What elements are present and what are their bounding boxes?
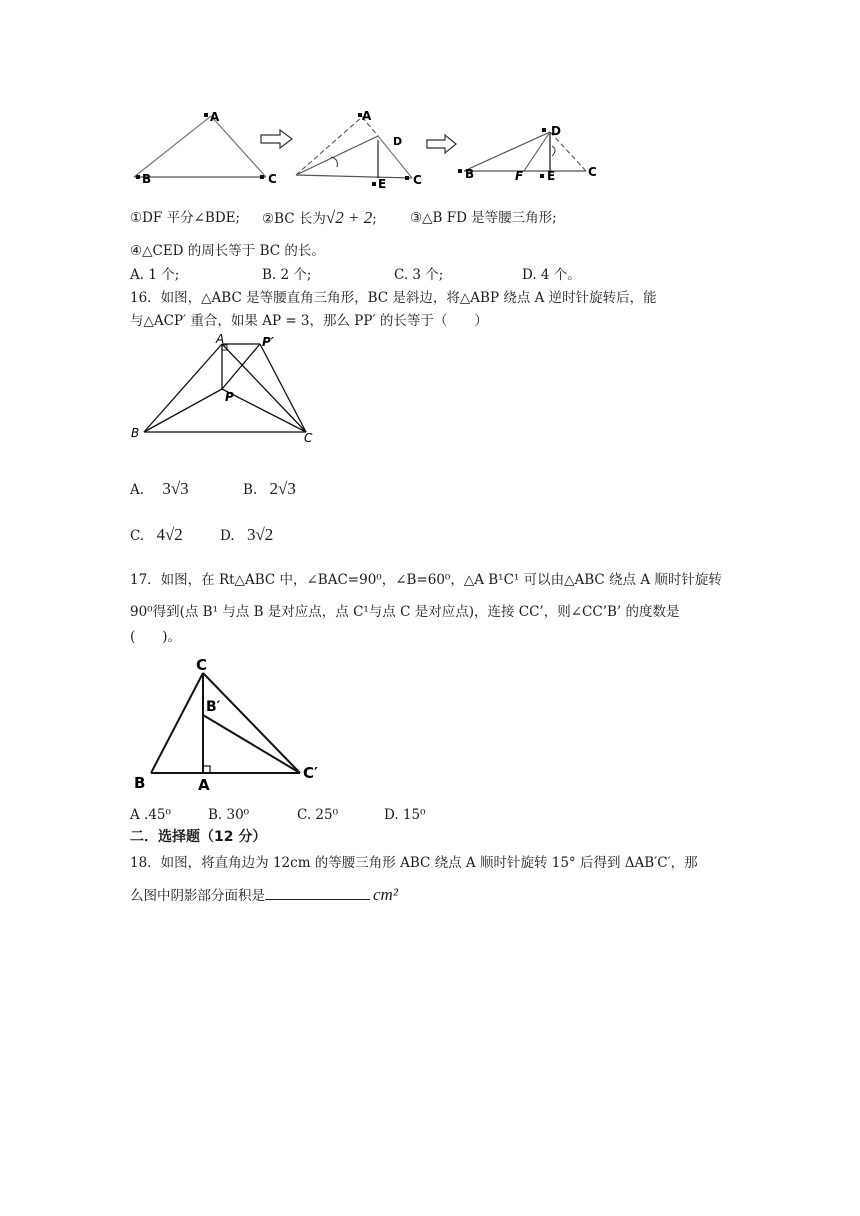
q15-fig3-label-c: C — [588, 165, 597, 179]
q15-option-b: B. 2 个; — [262, 267, 312, 283]
q16-option-b-value: 2√3 — [269, 479, 296, 498]
q15-fig2-label-e: E — [378, 177, 387, 191]
q15-statement-2 — [262, 209, 377, 228]
q17-option-d: D. 15⁰ — [384, 807, 426, 823]
q15-fig3-label-d: D — [551, 124, 561, 138]
q17-label-c-prime: C′ — [303, 764, 318, 782]
q16-stem-line1: 16．如图，△ABC 是等腰直角三角形，BC 是斜边，将△ABP 绕点 A 逆时针旋转后，能 — [130, 290, 657, 306]
q15-triangle-folded — [296, 109, 422, 191]
q15-option-c: C. 3 个; — [394, 267, 444, 283]
q16-stem-line2: 与△ACP′ 重合，如果 AP = 3，那么 PP′ 的长等于（ ） — [130, 313, 488, 329]
q17-stem-line1: 17．如图，在 Rt△ABC 中，∠BAC=90⁰，∠B=60⁰，△A B¹C¹ 可以由△ABC 绕点 A 顺时针旋转 — [130, 572, 722, 588]
q17-option-a: A .45⁰ — [130, 807, 171, 823]
q16-option-c — [130, 526, 183, 545]
q16-option-b-letter: B. — [243, 482, 258, 498]
q16-option-b — [243, 480, 296, 499]
q15-triangle-final — [458, 124, 597, 183]
q18-unit: cm² — [373, 885, 398, 904]
q16-option-d — [220, 526, 273, 545]
q17-option-c: C. 25⁰ — [297, 807, 339, 823]
q15-triangle-original — [134, 110, 277, 186]
q15-label-a: A — [210, 110, 220, 124]
arrow-right-icon — [261, 130, 292, 148]
q16-figure — [128, 334, 328, 446]
q16-label-b: B — [131, 426, 140, 440]
q17-stem-line3: ( )。 — [130, 629, 182, 645]
arrow-right-icon — [427, 135, 456, 153]
answer-blank[interactable] — [265, 887, 370, 900]
q15-statement-2-pre: ②BC 长为 — [262, 211, 326, 227]
q15-statement-4: ④△CED 的周长等于 BC 的长。 — [130, 243, 325, 259]
q16-label-c: C — [304, 431, 313, 445]
q15-option-d: D. 4 个。 — [522, 267, 581, 283]
q16-label-p-prime: P′ — [262, 335, 274, 349]
q17-label-a: A — [198, 776, 210, 794]
q16-label-a: A — [216, 334, 225, 346]
q15-statement-3: ③△B FD 是等腰三角形; — [410, 210, 557, 226]
q17-label-b: B — [134, 774, 146, 792]
q17-figure — [128, 650, 338, 800]
q15-statement-2-post: ; — [372, 211, 377, 227]
q16-option-d-letter: D. — [220, 528, 235, 544]
q15-fig3-label-f: F — [515, 169, 524, 183]
section-title: 二．选择题（12 分） — [130, 829, 267, 845]
q15-fig3-label-e: E — [547, 169, 556, 183]
q16-option-a — [130, 480, 189, 499]
q15-fig2-label-c: C — [413, 173, 422, 187]
q16-label-p: P — [225, 390, 234, 404]
q16-option-d-value: 3√2 — [246, 525, 274, 544]
q16-option-c-letter: C. — [130, 528, 145, 544]
q15-figure — [126, 100, 616, 192]
q15-option-a: A. 1 个; — [130, 267, 180, 283]
q16-option-c-value: 4√2 — [156, 525, 183, 544]
q18-stem-line2 — [130, 886, 398, 905]
q15-statement-2-math: √2 + 2 — [325, 208, 373, 227]
q17-label-c: C — [196, 656, 208, 674]
q15-label-b: B — [142, 172, 152, 186]
q15-fig2-label-a: A — [362, 109, 372, 123]
q17-label-b-prime: B′ — [206, 699, 221, 715]
q16-option-a-letter: A. — [130, 482, 145, 498]
q16-option-a-value: 3√3 — [162, 479, 189, 498]
q15-label-c: C — [268, 172, 277, 186]
q17-stem-line2: 90⁰得到(点 B¹ 与点 B 是对应点，点 C¹与点 C 是对应点)，连接 CC’，则∠CC’B’ 的度数是 — [130, 604, 680, 620]
q15-statement-1: ①DF 平分∠BDE; — [130, 210, 241, 226]
q15-fig3-label-b: B — [465, 167, 475, 181]
q18-stem-line1: 18．如图，将直角边为 12cm 的等腰三角形 ABC 绕点 A 顺时针旋转 15° 后得到 ΔAB′C′，那 — [130, 855, 698, 871]
q18-stem-line2-text: 么图中阴影部分面积是 — [130, 888, 265, 904]
q15-fig2-label-d: D — [393, 135, 403, 148]
q17-option-b: B. 30⁰ — [208, 807, 250, 823]
